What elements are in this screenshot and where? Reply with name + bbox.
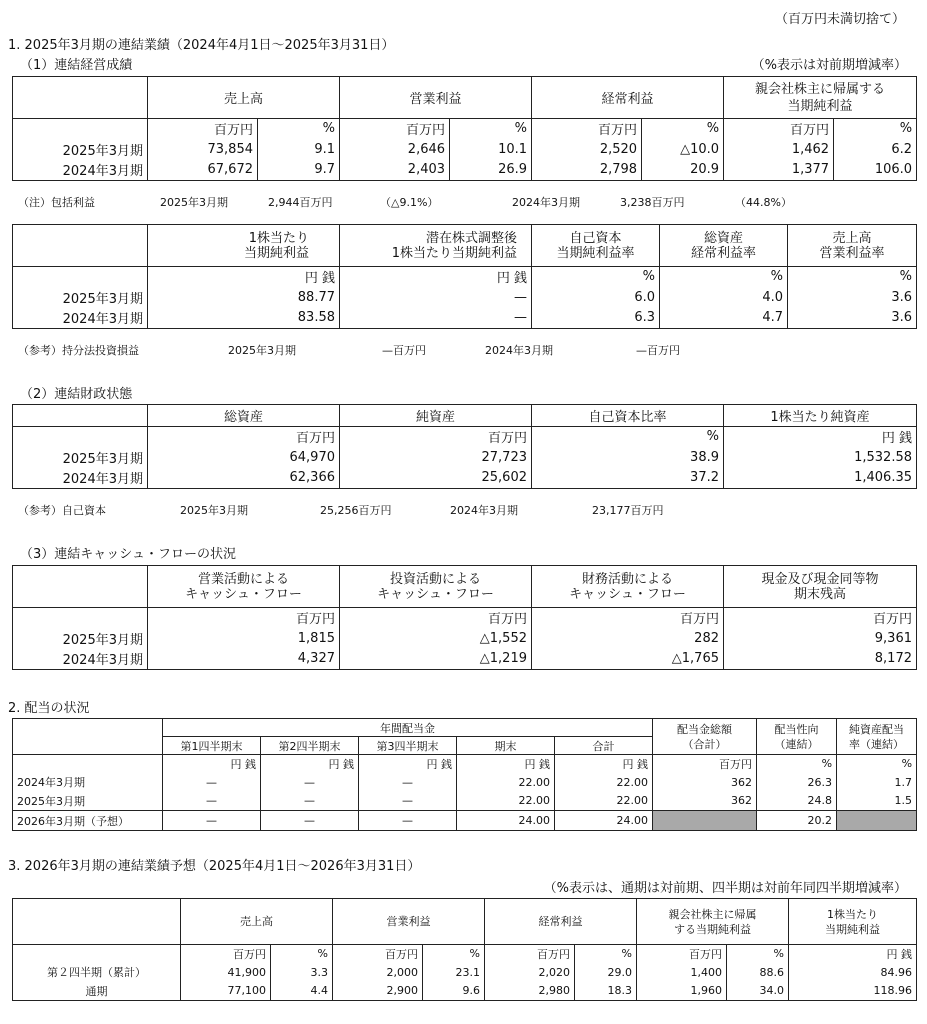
value-cell: 25,602	[340, 468, 532, 489]
unit-label-cell	[13, 267, 148, 287]
unit-cell: 百万円	[724, 119, 834, 139]
corner-cell	[13, 566, 148, 608]
unit-cell: 百万円	[532, 119, 642, 139]
unit-cell: %	[532, 427, 724, 447]
col-header-eps: 1株当たり 当期純利益	[148, 225, 340, 267]
financial-position-subtitle: （2）連結財政状態	[20, 387, 133, 402]
value-cell: 23.1	[423, 963, 485, 982]
col-header-operating-profit: 営業利益	[340, 77, 532, 119]
unit-cell: %	[660, 267, 788, 287]
table-row	[13, 468, 917, 489]
value-cell: 27,723	[340, 447, 532, 468]
col-header-q3: 第3四半期末	[359, 737, 457, 755]
value-cell: 6.3	[532, 308, 660, 329]
table-row	[13, 773, 917, 792]
col-header-total: 合計	[555, 737, 653, 755]
value-cell: 64,970	[148, 447, 340, 468]
col-header-bps: 1株当たり純資産	[724, 405, 917, 427]
unit-cell: %	[837, 755, 917, 773]
unit-cell: %	[757, 755, 837, 773]
cash-flow-table	[12, 565, 917, 670]
value-cell: 4.4	[271, 982, 333, 1001]
ref-period: 2024年3月期	[450, 504, 518, 517]
operating-results-table	[12, 76, 917, 181]
cash-flow-subtitle: （3）連結キャッシュ・フローの状況	[20, 547, 237, 562]
unit-cell: %	[575, 945, 637, 963]
col-header-net-income: 親会社株主に帰属 する当期純利益	[637, 899, 789, 945]
ref-period: 2024年3月期	[485, 344, 553, 357]
unit-label-cell	[13, 427, 148, 447]
value-cell: 1.5	[837, 792, 917, 811]
note-pct: （44.8%）	[735, 196, 792, 209]
row-label: 2025年3月期	[13, 139, 148, 160]
per-share-table	[12, 224, 917, 329]
row-label: 2025年3月期	[13, 628, 148, 649]
value-cell: 1,406.35	[724, 468, 917, 489]
equity-method-label: （参考）持分法投資損益	[18, 344, 139, 357]
value-cell: 2,403	[340, 160, 450, 181]
unit-cell: 円 銭	[555, 755, 653, 773]
value-cell: 1,960	[637, 982, 727, 1001]
col-header-cash-end: 現金及び現金同等物 期末残高	[724, 566, 917, 608]
value-cell: 2,520	[532, 139, 642, 160]
value-cell: △1,765	[532, 649, 724, 670]
value-cell: 3.6	[788, 308, 917, 329]
value-cell: 2,980	[485, 982, 575, 1001]
unit-cell: 百万円	[637, 945, 727, 963]
value-cell: 24.8	[757, 792, 837, 811]
value-cell: 9,361	[724, 628, 917, 649]
unit-label-cell	[13, 755, 163, 773]
table-row	[13, 982, 917, 1001]
value-cell: —	[340, 308, 532, 329]
value-cell: △1,219	[340, 649, 532, 670]
ref-value: —百万円	[636, 344, 680, 357]
forecast-table	[12, 898, 917, 1001]
note-pct: （△9.1%）	[380, 196, 439, 209]
unit-cell: %	[423, 945, 485, 963]
col-header-q1: 第1四半期末	[163, 737, 261, 755]
dividends-title: 2. 配当の状況	[8, 701, 90, 716]
table-row	[13, 811, 917, 831]
ref-value: —百万円	[382, 344, 426, 357]
equity-label: （参考）自己資本	[18, 504, 106, 517]
value-cell: 9.1	[258, 139, 340, 160]
table-row	[13, 649, 917, 670]
col-header-sales: 売上高	[148, 77, 340, 119]
col-header-ordinary-profit: 経常利益	[532, 77, 724, 119]
row-label: 第２四半期（累計）	[13, 963, 181, 982]
ref-period: 2025年3月期	[228, 344, 296, 357]
table-row	[13, 447, 917, 468]
unit-cell: 円 銭	[457, 755, 555, 773]
col-header-annual-dividend: 年間配当金	[163, 719, 653, 737]
unit-cell: %	[532, 267, 660, 287]
col-header-q2: 第2四半期末	[261, 737, 359, 755]
unit-cell: 円 銭	[724, 427, 917, 447]
shaded-cell	[653, 811, 757, 831]
value-cell: 20.2	[757, 811, 837, 831]
value-cell: —	[340, 287, 532, 308]
row-label: 2024年3月期	[13, 308, 148, 329]
value-cell: 4.7	[660, 308, 788, 329]
value-cell: 6.2	[834, 139, 917, 160]
table-row	[13, 628, 917, 649]
value-cell: 118.96	[789, 982, 917, 1001]
value-cell: 1,462	[724, 139, 834, 160]
row-label: 2025年3月期	[13, 447, 148, 468]
table-row	[13, 792, 917, 811]
ref-value: 25,256百万円	[320, 504, 392, 517]
col-header-roe: 自己資本 当期純利益率	[532, 225, 660, 267]
unit-cell: %	[258, 119, 340, 139]
unit-cell: 百万円	[340, 427, 532, 447]
value-cell: 77,100	[181, 982, 271, 1001]
value-cell: 1,400	[637, 963, 727, 982]
value-cell: 41,900	[181, 963, 271, 982]
value-cell: 1,377	[724, 160, 834, 181]
unit-cell: 百万円	[340, 608, 532, 628]
value-cell: 2,000	[333, 963, 423, 982]
value-cell: 9.7	[258, 160, 340, 181]
pct-note: （%表示は対前期増減率）	[751, 58, 907, 73]
section1-title: 1. 2025年3月期の連結業績（2024年4月1日～2025年3月31日）	[8, 38, 395, 53]
row-label: 通期	[13, 982, 181, 1001]
value-cell: 73,854	[148, 139, 258, 160]
col-header-net-assets: 純資産	[340, 405, 532, 427]
unit-cell: 百万円	[724, 608, 917, 628]
table-row	[13, 160, 917, 181]
dividends-table	[12, 718, 917, 831]
value-cell: 1,532.58	[724, 447, 917, 468]
table-row	[13, 139, 917, 160]
value-cell: 26.9	[450, 160, 532, 181]
col-header-payout-ratio: 配当性向 （連結）	[757, 719, 837, 755]
value-cell: 2,020	[485, 963, 575, 982]
col-header-total-assets: 総資産	[148, 405, 340, 427]
value-cell: △1,552	[340, 628, 532, 649]
value-cell: 1.7	[837, 773, 917, 792]
value-cell: 1,815	[148, 628, 340, 649]
row-label: 2026年3月期（予想）	[13, 811, 163, 831]
value-cell: —	[163, 811, 261, 831]
forecast-title: 3. 2026年3月期の連結業績予想（2025年4月1日～2026年3月31日）	[8, 859, 421, 874]
col-header-ordinary-profit: 経常利益	[485, 899, 637, 945]
value-cell: 9.6	[423, 982, 485, 1001]
value-cell: 34.0	[727, 982, 789, 1001]
value-cell: 84.96	[789, 963, 917, 982]
row-label: 2024年3月期	[13, 773, 163, 792]
value-cell: 2,900	[333, 982, 423, 1001]
consolidated-results-subtitle: （1）連結経営成績	[20, 58, 133, 73]
unit-cell: 百万円	[532, 608, 724, 628]
ref-value: 23,177百万円	[592, 504, 664, 517]
unit-cell: 円 銭	[148, 267, 340, 287]
unit-cell: %	[642, 119, 724, 139]
unit-cell: 百万円	[181, 945, 271, 963]
value-cell: —	[359, 792, 457, 811]
shaded-cell	[837, 811, 917, 831]
col-header-operating-profit: 営業利益	[333, 899, 485, 945]
unit-cell: 百万円	[333, 945, 423, 963]
value-cell: 4.0	[660, 287, 788, 308]
value-cell: 106.0	[834, 160, 917, 181]
col-header-diluted-eps: 潜在株式調整後 1株当たり当期純利益	[340, 225, 532, 267]
unit-label-cell	[13, 608, 148, 628]
row-label: 2025年3月期	[13, 792, 163, 811]
unit-cell: 百万円	[148, 608, 340, 628]
unit-cell: 百万円	[148, 119, 258, 139]
value-cell: 2,646	[340, 139, 450, 160]
value-cell: —	[163, 792, 261, 811]
value-cell: —	[359, 773, 457, 792]
unit-cell: %	[450, 119, 532, 139]
value-cell: —	[261, 811, 359, 831]
value-cell: —	[261, 792, 359, 811]
value-cell: 2,798	[532, 160, 642, 181]
value-cell: 88.77	[148, 287, 340, 308]
col-header-eps: 1株当たり 当期純利益	[789, 899, 917, 945]
value-cell: 24.00	[457, 811, 555, 831]
note-period: 2024年3月期	[512, 196, 580, 209]
corner-cell	[13, 405, 148, 427]
value-cell: 362	[653, 792, 757, 811]
value-cell: —	[261, 773, 359, 792]
value-cell: 8,172	[724, 649, 917, 670]
col-header-financing-cf: 財務活動による キャッシュ・フロー	[532, 566, 724, 608]
col-header-investing-cf: 投資活動による キャッシュ・フロー	[340, 566, 532, 608]
col-header-year-end: 期末	[457, 737, 555, 755]
col-header-sales: 売上高	[181, 899, 333, 945]
unit-cell: %	[727, 945, 789, 963]
col-header-operating-cf: 営業活動による キャッシュ・フロー	[148, 566, 340, 608]
unit-cell: 百万円	[148, 427, 340, 447]
value-cell: 4,327	[148, 649, 340, 670]
col-header-equity-ratio: 自己資本比率	[532, 405, 724, 427]
value-cell: 3.6	[788, 287, 917, 308]
value-cell: 38.9	[532, 447, 724, 468]
value-cell: 29.0	[575, 963, 637, 982]
row-label: 2024年3月期	[13, 160, 148, 181]
note-value: 3,238百万円	[620, 196, 685, 209]
value-cell: 26.3	[757, 773, 837, 792]
value-cell: 10.1	[450, 139, 532, 160]
col-header-dividend-on-equity: 純資産配当 率（連結）	[837, 719, 917, 755]
value-cell: 22.00	[457, 792, 555, 811]
value-cell: 6.0	[532, 287, 660, 308]
forecast-pct-note: （%表示は、通期は対前期、四半期は対前年同四半期増減率）	[543, 881, 907, 896]
value-cell: 83.58	[148, 308, 340, 329]
corner-cell	[13, 899, 181, 945]
col-header-roa: 総資産 経常利益率	[660, 225, 788, 267]
corner-cell	[13, 77, 148, 119]
unit-cell: 円 銭	[261, 755, 359, 773]
value-cell: 37.2	[532, 468, 724, 489]
unit-label-cell	[13, 119, 148, 139]
unit-cell: 百万円	[653, 755, 757, 773]
table-row	[13, 287, 917, 308]
value-cell: 88.6	[727, 963, 789, 982]
comprehensive-income-label: （注）包括利益	[18, 196, 95, 209]
unit-cell: 百万円	[485, 945, 575, 963]
value-cell: —	[163, 773, 261, 792]
unit-cell: 百万円	[340, 119, 450, 139]
note-value: 2,944百万円	[268, 196, 333, 209]
value-cell: 20.9	[642, 160, 724, 181]
unit-label-cell	[13, 945, 181, 963]
row-label: 2024年3月期	[13, 649, 148, 670]
table-row	[13, 308, 917, 329]
col-header-total-dividend: 配当金総額 （合計）	[653, 719, 757, 755]
unit-cell: %	[788, 267, 917, 287]
value-cell: 62,366	[148, 468, 340, 489]
ref-period: 2025年3月期	[180, 504, 248, 517]
table-row	[13, 963, 917, 982]
row-label: 2024年3月期	[13, 468, 148, 489]
value-cell: 67,672	[148, 160, 258, 181]
corner-cell	[13, 719, 163, 755]
value-cell: 24.00	[555, 811, 653, 831]
corner-cell	[13, 225, 148, 267]
note-period: 2025年3月期	[160, 196, 228, 209]
value-cell: 362	[653, 773, 757, 792]
value-cell: 22.00	[555, 792, 653, 811]
unit-cell: 円 銭	[789, 945, 917, 963]
value-cell: △10.0	[642, 139, 724, 160]
unit-cell: %	[271, 945, 333, 963]
value-cell: 3.3	[271, 963, 333, 982]
value-cell: 22.00	[457, 773, 555, 792]
value-cell: 22.00	[555, 773, 653, 792]
unit-cell: 円 銭	[340, 267, 532, 287]
unit-cell: %	[834, 119, 917, 139]
unit-cell: 円 銭	[359, 755, 457, 773]
value-cell: 18.3	[575, 982, 637, 1001]
col-header-operating-margin: 売上高 営業利益率	[788, 225, 917, 267]
row-label: 2025年3月期	[13, 287, 148, 308]
value-cell: 282	[532, 628, 724, 649]
financial-position-table	[12, 404, 917, 489]
unit-cell: 円 銭	[163, 755, 261, 773]
truncation-note: （百万円未満切捨て）	[774, 12, 905, 27]
col-header-net-income: 親会社株主に帰属する 当期純利益	[724, 77, 917, 119]
value-cell: —	[359, 811, 457, 831]
